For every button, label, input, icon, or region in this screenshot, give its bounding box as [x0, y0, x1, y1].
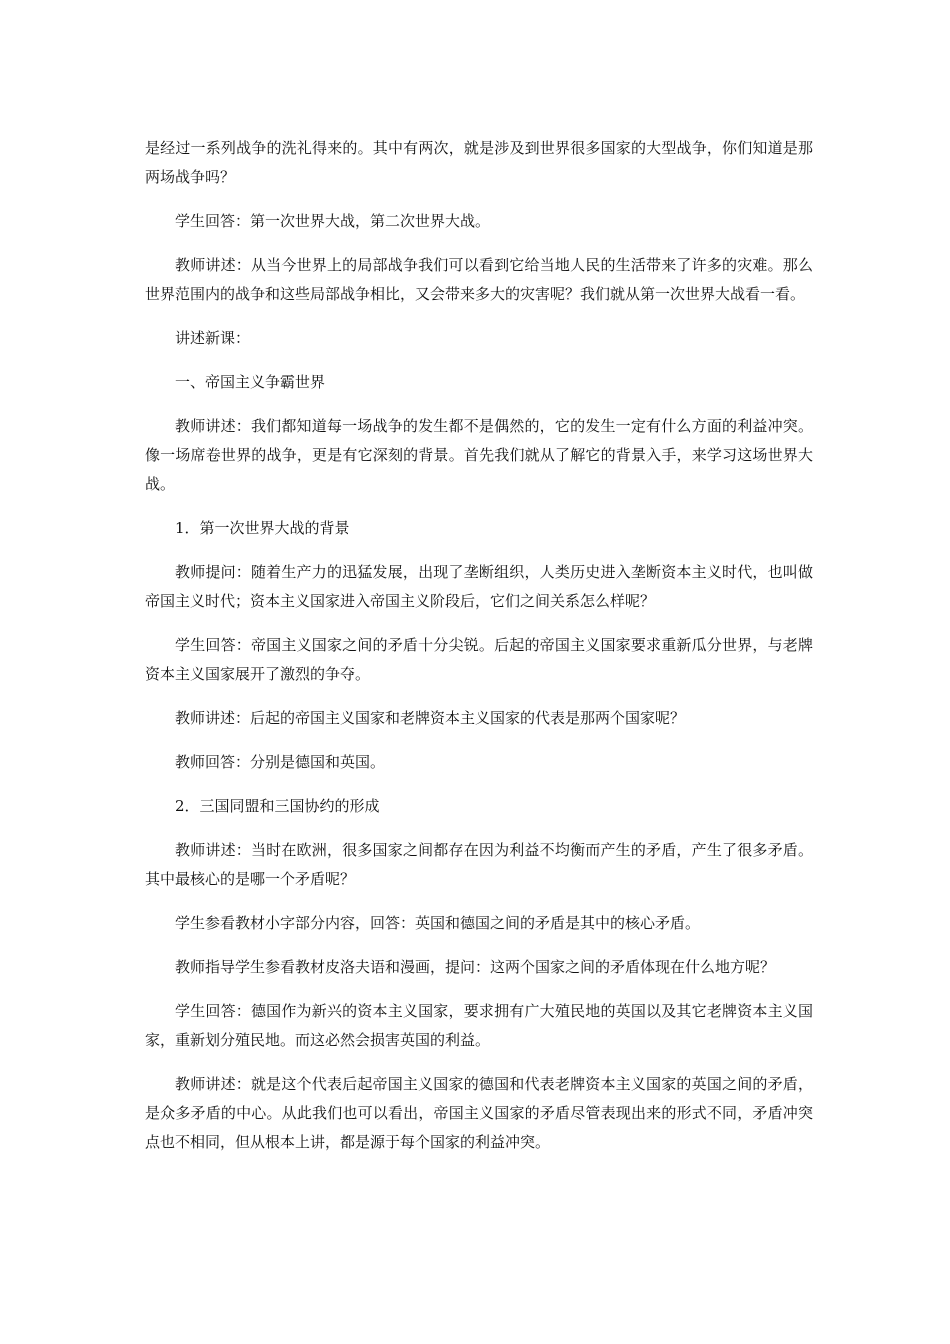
- document-body: [145, 134, 813, 1172]
- paragraph-teacher-narration-3: 教师讲述：后起的帝国主义国家和老牌资本主义国家的代表是那两个国家呢？: [175, 709, 686, 727]
- subsection-heading-1: 1．第一次世界大战的背景: [175, 519, 350, 537]
- paragraph-teacher-answer: 教师回答：分别是德国和英国。: [175, 753, 386, 771]
- paragraph-teacher-question-1: 教师提问：随着生产力的迅猛发展，出现了垄断组织，人类历史进入垄断资本主义时代，也叫做帝国主义时代；资本主义国家进入帝国主义阶段后，它们之间关系怎么样呢？: [145, 563, 813, 610]
- paragraph-teacher-narration-1: 教师讲述：从当今世界上的局部战争我们可以看到它给当地人民的生活带来了许多的灾难。那么世界范围内的战争和这些局部战争相比，又会带来多大的灾害呢？我们就从第一次世界大战看一看。: [145, 256, 813, 303]
- section-heading-1: 一、帝国主义争霸世界: [175, 373, 326, 391]
- subsection-heading-2: 2．三国同盟和三国协约的形成: [175, 797, 380, 815]
- paragraph-teacher-narration-4: 教师讲述：当时在欧洲，很多国家之间都存在因为利益不均衡而产生的矛盾，产生了很多矛盾。其中最核心的是哪一个矛盾呢？: [145, 841, 813, 888]
- paragraph-student-answer-2: 学生回答：帝国主义国家之间的矛盾十分尖锐。后起的帝国主义国家要求重新瓜分世界，与老牌资本主义国家展开了激烈的争夺。: [145, 636, 813, 683]
- paragraph-teacher-guidance: 教师指导学生参看教材皮洛夫语和漫画，提问：这两个国家之间的矛盾体现在什么地方呢？: [175, 958, 776, 976]
- paragraph-teacher-narration-5: 教师讲述：就是这个代表后起帝国主义国家的德国和代表老牌资本主义国家的英国之间的矛盾，是众多矛盾的中心。从此我们也可以看出，帝国主义国家的矛盾尽管表现出来的形式不同，矛盾冲突点也不相同，但从根本上讲，都是源于每个国家的利益冲突。: [145, 1075, 813, 1151]
- paragraph-continuation: 是经过一系列战争的洗礼得来的。其中有两次，就是涉及到世界很多国家的大型战争，你们知道是那两场战争吗？: [145, 139, 813, 186]
- paragraph-student-answer-3: 学生参看教材小字部分内容，回答：英国和德国之间的矛盾是其中的核心矛盾。: [175, 914, 701, 932]
- paragraph-student-answer-4: 学生回答：德国作为新兴的资本主义国家，要求拥有广大殖民地的英国以及其它老牌资本主义国家，重新划分殖民地。而这必然会损害英国的利益。: [145, 1002, 813, 1049]
- paragraph-teacher-narration-2: 教师讲述：我们都知道每一场战争的发生都不是偶然的，它的发生一定有什么方面的利益冲突。像一场席卷世界的战争，更是有它深刻的背景。首先我们就从了解它的背景入手，来学习这场世界大战。: [145, 417, 813, 493]
- paragraph-new-lesson-heading: 讲述新课：: [175, 329, 251, 347]
- paragraph-student-answer-1: 学生回答：第一次世界大战，第二次世界大战。: [175, 212, 491, 230]
